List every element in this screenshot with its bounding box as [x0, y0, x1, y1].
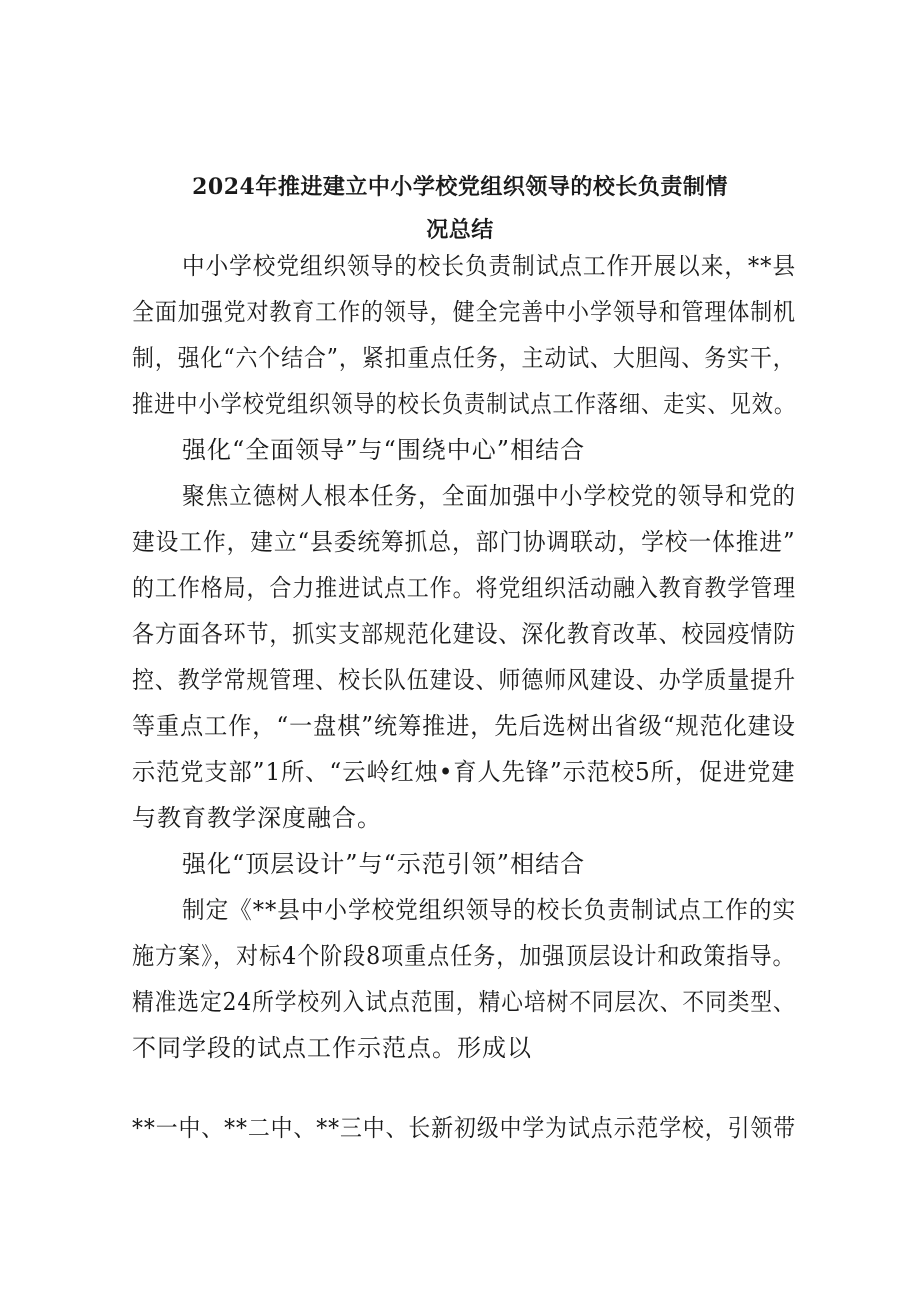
paragraph-line: 等重点工作，“一盘棋”统筹推进，先后选树出省级“规范化建设	[132, 712, 796, 740]
paragraph-line: 制，强化“六个结合”，紧扣重点任务，主动试、大胆闯、务实干，	[132, 344, 796, 372]
paragraph-line: 与教育教学深度融合。	[132, 804, 382, 832]
paragraph-line: 制定《**县中小学校党组织领导的校长负责制试点工作的实	[182, 896, 797, 924]
paragraph-line: **一中、**二中、**三中、长新初级中学为试点示范学校，引领带	[132, 1114, 797, 1142]
section-heading: 强化“顶层设计”与“示范引领”相结合	[182, 850, 586, 878]
paragraph-line: 的工作格局，合力推进试点工作。将党组织活动融入教育教学管理	[132, 574, 797, 602]
paragraph-line: 中小学校党组织领导的校长负责制试点工作开展以来，**县	[182, 252, 797, 280]
paragraph-line: 聚焦立德树人根本任务，全面加强中小学校党的领导和党的	[182, 482, 796, 510]
section-heading: 强化“全面领导”与“围绕中心”相结合	[182, 436, 586, 464]
paragraph-line: 控、教学常规管理、校长队伍建设、师德师风建设、办学质量提升	[132, 666, 797, 694]
paragraph-line: 建设工作，建立“县委统筹抓总，部门协调联动，学校一体推进”	[132, 528, 796, 556]
document-title-line-2: 况总结	[426, 217, 494, 243]
paragraph-line: 精准选定24所学校列入试点范围，精心培树不同层次、不同类型、	[132, 988, 796, 1016]
paragraph-line: 推进中小学校党组织领导的校长负责制试点工作落细、走实、见效。	[132, 390, 796, 418]
document-title-line-1: 2024年推进建立中小学校党组织领导的校长负责制情	[192, 174, 728, 200]
paragraph-line: 施方案》，对标4个阶段8项重点任务，加强顶层设计和政策指导。	[132, 942, 796, 970]
paragraph-line: 全面加强党对教育工作的领导，健全完善中小学领导和管理体制机	[132, 298, 797, 326]
paragraph-line: 各方面各环节，抓实支部规范化建设、深化教育改革、校园疫情防	[132, 620, 797, 648]
paragraph-line: 示范党支部”1所、“云岭红烛•育人先锋”示范校5所，促进党建	[132, 758, 796, 786]
paragraph-line: 不同学段的试点工作示范点。形成以	[132, 1034, 532, 1062]
